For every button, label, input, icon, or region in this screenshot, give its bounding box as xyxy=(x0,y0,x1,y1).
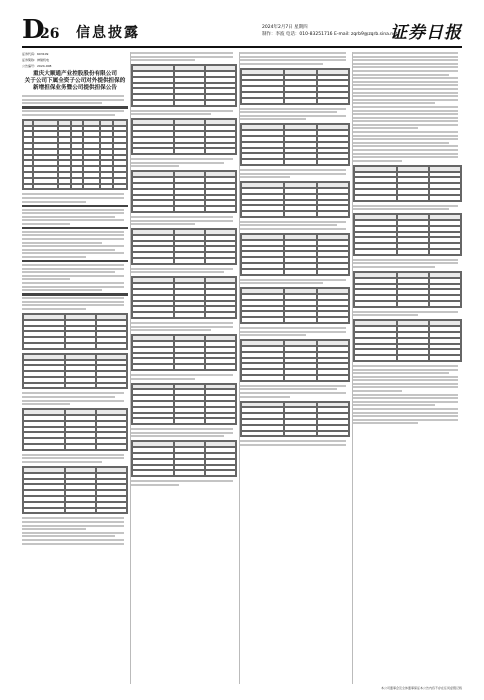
text-line xyxy=(353,376,458,378)
text-line xyxy=(353,81,458,83)
text-line xyxy=(353,120,458,122)
text-line xyxy=(240,396,290,398)
text-line xyxy=(353,394,458,396)
text-line xyxy=(240,111,337,113)
text-line xyxy=(353,311,458,313)
table-cell xyxy=(23,343,65,349)
table-cell xyxy=(284,431,316,437)
data-table xyxy=(240,123,350,166)
section-letter: D xyxy=(22,15,44,45)
text-line xyxy=(353,95,458,97)
table-cell xyxy=(205,470,236,476)
table-cell xyxy=(241,431,284,437)
text-line xyxy=(353,205,458,207)
text-line xyxy=(131,158,233,160)
text-line xyxy=(240,224,337,226)
table-cell xyxy=(241,375,284,381)
text-line xyxy=(353,397,458,399)
text-line xyxy=(22,252,124,254)
table-cell xyxy=(96,444,127,450)
text-line xyxy=(353,113,458,115)
data-table xyxy=(240,68,350,105)
announcement-number: 公告编号：2024-008 xyxy=(22,64,52,68)
text-line xyxy=(240,118,306,120)
table-cell xyxy=(96,343,127,349)
table-cell xyxy=(284,317,316,323)
table-cell xyxy=(174,418,205,424)
text-line xyxy=(353,59,458,61)
text-line xyxy=(131,271,224,273)
footer-note: 本公司董事会及全体董事保证本公告内容不存在任何虚假记载 xyxy=(380,686,462,690)
table-cell xyxy=(71,184,83,190)
text-line xyxy=(22,403,70,405)
text-line xyxy=(22,114,115,116)
text-line xyxy=(22,517,124,519)
text-line xyxy=(353,422,418,424)
table-cell xyxy=(429,195,461,201)
text-line xyxy=(353,131,458,133)
text-line xyxy=(353,386,458,388)
text-line xyxy=(353,56,458,58)
text-line xyxy=(240,169,346,171)
text-line xyxy=(353,117,458,119)
text-line xyxy=(240,327,346,329)
text-line xyxy=(22,297,124,299)
text-line xyxy=(22,268,124,270)
table-cell xyxy=(96,508,127,514)
table-cell xyxy=(241,269,284,275)
headline-line-3: 新增担保业务暨公司提供担保公告 xyxy=(33,85,117,91)
text-line xyxy=(240,63,323,65)
text-line xyxy=(131,52,233,54)
headline-line-1: 重庆大顺通产业控股股份有限公司 xyxy=(33,71,117,77)
text-line xyxy=(353,88,458,90)
table-cell xyxy=(205,364,236,370)
text-line xyxy=(22,289,102,291)
table-cell xyxy=(284,159,316,165)
text-line xyxy=(353,138,458,140)
text-line xyxy=(353,369,458,371)
table-cell xyxy=(174,206,205,212)
announcement-headline xyxy=(22,71,128,92)
table-cell xyxy=(397,355,429,361)
text-line xyxy=(22,271,115,273)
text-line xyxy=(353,156,458,158)
data-table xyxy=(22,119,128,191)
text-line xyxy=(22,219,124,221)
table-cell xyxy=(354,301,397,307)
table-cell xyxy=(241,211,284,217)
data-table xyxy=(353,319,462,362)
table-cell xyxy=(174,100,205,106)
table-cell xyxy=(317,211,349,217)
table-cell xyxy=(205,258,236,264)
editor-contact: 制作：李波 电话：010-83251716 E-mail: zqrb9@zqrb.sina.net xyxy=(262,32,398,37)
table-cell xyxy=(354,195,397,201)
table-cell xyxy=(65,343,96,349)
text-line xyxy=(22,264,124,266)
text-line xyxy=(240,228,346,230)
text-line xyxy=(131,268,233,270)
newspaper-logo: 证券日报 xyxy=(390,23,462,43)
text-line xyxy=(240,331,346,333)
table-cell xyxy=(132,312,174,318)
table-cell xyxy=(317,269,349,275)
data-table xyxy=(22,466,128,514)
text-line xyxy=(353,124,458,126)
text-line xyxy=(22,234,124,236)
text-line xyxy=(353,149,458,151)
subheading xyxy=(22,227,128,229)
table-cell xyxy=(205,100,236,106)
text-line xyxy=(240,279,346,281)
text-line xyxy=(22,209,124,211)
text-line xyxy=(22,256,86,258)
table-cell xyxy=(284,211,316,217)
table-cell xyxy=(174,258,205,264)
data-table xyxy=(22,313,128,350)
text-line xyxy=(240,385,346,387)
table-cell xyxy=(284,98,316,104)
text-line xyxy=(131,435,224,437)
table-cell xyxy=(132,418,174,424)
text-line xyxy=(240,444,346,446)
text-line xyxy=(353,74,449,76)
table-cell xyxy=(317,317,349,323)
text-line xyxy=(131,59,195,61)
text-line xyxy=(131,322,233,324)
data-table xyxy=(353,213,462,256)
data-table xyxy=(240,401,350,438)
text-line xyxy=(22,193,124,195)
table-cell xyxy=(132,148,174,154)
text-line xyxy=(353,135,458,137)
table-cell xyxy=(174,312,205,318)
table-cell xyxy=(205,206,236,212)
table-cell xyxy=(65,383,96,389)
text-line xyxy=(240,176,290,178)
data-table xyxy=(22,408,128,451)
text-line xyxy=(131,113,211,115)
table-cell xyxy=(65,508,96,514)
table-cell xyxy=(58,184,70,190)
text-line xyxy=(131,378,195,380)
table-cell xyxy=(317,159,349,165)
table-cell xyxy=(205,312,236,318)
table-cell xyxy=(83,184,100,190)
text-line xyxy=(353,372,449,374)
text-line xyxy=(240,392,346,394)
stock-code: 证券代码：603109 xyxy=(22,52,49,56)
table-cell xyxy=(132,364,174,370)
text-line xyxy=(22,245,124,247)
data-table xyxy=(131,440,237,477)
text-line xyxy=(22,275,124,277)
text-line xyxy=(131,480,233,482)
text-line xyxy=(353,412,458,414)
text-line xyxy=(22,521,124,523)
text-line xyxy=(22,231,124,233)
text-line xyxy=(22,282,124,284)
table-cell xyxy=(23,444,65,450)
text-line xyxy=(353,383,458,385)
text-line xyxy=(22,461,102,463)
text-line xyxy=(22,525,124,527)
text-line xyxy=(22,539,124,541)
text-line xyxy=(131,162,224,164)
text-line xyxy=(353,314,418,316)
text-line xyxy=(240,334,306,336)
table-cell xyxy=(132,470,174,476)
text-line xyxy=(240,59,346,61)
text-line xyxy=(22,457,124,459)
text-line xyxy=(353,160,402,162)
data-table xyxy=(131,383,237,426)
text-line xyxy=(22,400,124,402)
text-line xyxy=(353,379,458,381)
text-line xyxy=(353,84,458,86)
text-line xyxy=(240,52,346,54)
text-line xyxy=(22,238,124,240)
table-cell xyxy=(113,184,127,190)
text-line xyxy=(353,266,435,268)
table-cell xyxy=(132,206,174,212)
text-line xyxy=(353,153,458,155)
table-cell xyxy=(96,383,127,389)
text-line xyxy=(22,242,102,244)
text-line xyxy=(353,145,458,147)
text-line xyxy=(240,440,346,442)
text-line xyxy=(22,308,86,310)
data-table xyxy=(353,165,462,202)
table-cell xyxy=(429,301,461,307)
text-line xyxy=(22,216,115,218)
table-cell xyxy=(241,159,284,165)
text-line xyxy=(22,278,70,280)
text-line xyxy=(353,102,435,104)
text-line xyxy=(353,66,458,68)
text-line xyxy=(240,108,346,110)
text-line xyxy=(22,286,124,288)
text-line xyxy=(353,106,458,108)
data-table xyxy=(240,233,350,276)
text-line xyxy=(353,208,449,210)
data-table xyxy=(131,228,237,265)
text-line xyxy=(22,212,124,214)
table-cell xyxy=(132,258,174,264)
column-3 xyxy=(240,52,350,684)
table-cell xyxy=(23,383,65,389)
text-line xyxy=(22,249,115,251)
table-cell xyxy=(354,249,397,255)
text-line xyxy=(22,102,102,104)
table-cell xyxy=(397,195,429,201)
data-table xyxy=(131,276,237,319)
section-title: 信息披露 xyxy=(76,25,140,41)
text-line xyxy=(131,329,211,331)
text-line xyxy=(22,304,124,306)
text-line xyxy=(353,142,449,144)
table-cell xyxy=(100,184,114,190)
text-line xyxy=(240,115,346,117)
text-line xyxy=(353,365,458,367)
data-table xyxy=(131,64,237,107)
table-cell xyxy=(284,375,316,381)
text-line xyxy=(353,262,458,264)
table-cell xyxy=(23,508,65,514)
text-line xyxy=(353,77,458,79)
table-cell xyxy=(284,269,316,275)
text-line xyxy=(22,543,124,545)
data-table xyxy=(240,339,350,382)
table-cell xyxy=(23,184,33,190)
table-cell xyxy=(354,355,397,361)
text-line xyxy=(22,95,124,97)
text-line xyxy=(353,259,458,261)
text-line xyxy=(22,197,124,199)
table-cell xyxy=(65,444,96,450)
masthead xyxy=(22,15,462,45)
announcement-header xyxy=(22,52,128,68)
text-line xyxy=(22,110,124,112)
text-line xyxy=(131,110,233,112)
table-cell xyxy=(429,249,461,255)
text-line xyxy=(353,127,418,129)
text-line xyxy=(240,282,323,284)
text-line xyxy=(353,408,458,410)
table-cell xyxy=(205,418,236,424)
data-table xyxy=(131,334,237,371)
text-line xyxy=(240,221,346,223)
data-table xyxy=(240,287,350,324)
text-line xyxy=(240,173,346,175)
text-line xyxy=(131,220,233,222)
text-line xyxy=(22,396,115,398)
column-4 xyxy=(353,52,462,684)
text-line xyxy=(22,301,124,303)
text-line xyxy=(22,223,70,225)
stock-short-name: 证券简称：神驰机电 xyxy=(22,58,50,62)
column-1 xyxy=(22,52,128,684)
text-line xyxy=(353,99,458,101)
text-line xyxy=(353,419,458,421)
issue-date: 2024年2月7日 星期四 xyxy=(262,25,308,30)
subheading xyxy=(22,260,128,262)
text-line xyxy=(131,432,233,434)
text-line xyxy=(22,528,86,530)
text-line xyxy=(353,110,458,112)
text-line xyxy=(22,99,124,101)
table-cell xyxy=(33,184,58,190)
text-line xyxy=(131,484,179,486)
table-cell xyxy=(132,100,174,106)
text-line xyxy=(131,165,179,167)
text-line xyxy=(22,535,115,537)
table-cell xyxy=(205,148,236,154)
data-table xyxy=(131,118,237,155)
text-line xyxy=(131,56,233,58)
text-line xyxy=(353,401,458,403)
text-line xyxy=(22,201,86,203)
text-line xyxy=(22,392,124,394)
table-cell xyxy=(174,470,205,476)
data-table xyxy=(353,271,462,308)
table-cell xyxy=(174,364,205,370)
table-cell xyxy=(317,375,349,381)
text-line xyxy=(22,454,124,456)
data-table xyxy=(131,170,237,213)
text-line xyxy=(353,404,435,406)
headline-line-2: 关于公司下属全资子公司对外提供担保的 xyxy=(24,78,126,84)
table-cell xyxy=(241,98,284,104)
text-line xyxy=(240,388,337,390)
table-cell xyxy=(397,249,429,255)
subheading xyxy=(22,205,128,207)
table-cell xyxy=(174,148,205,154)
text-line xyxy=(131,216,233,218)
section-number: 26 xyxy=(40,26,60,42)
subheading xyxy=(22,106,128,108)
text-line xyxy=(353,63,458,65)
table-cell xyxy=(397,301,429,307)
table-cell xyxy=(317,98,349,104)
text-line xyxy=(131,374,233,376)
table-cell xyxy=(241,317,284,323)
text-line xyxy=(353,52,458,54)
subheading xyxy=(22,293,128,295)
text-line xyxy=(353,70,458,72)
data-table xyxy=(240,181,350,218)
text-line xyxy=(240,56,346,58)
table-cell xyxy=(429,355,461,361)
text-line xyxy=(353,390,402,392)
column-2 xyxy=(131,52,237,684)
text-line xyxy=(131,326,233,328)
text-line xyxy=(22,532,124,534)
masthead-rule xyxy=(22,46,462,48)
text-line xyxy=(131,223,195,225)
text-line xyxy=(353,92,458,94)
text-line xyxy=(131,428,233,430)
text-line xyxy=(353,415,458,417)
data-table xyxy=(22,353,128,390)
table-cell xyxy=(317,431,349,437)
